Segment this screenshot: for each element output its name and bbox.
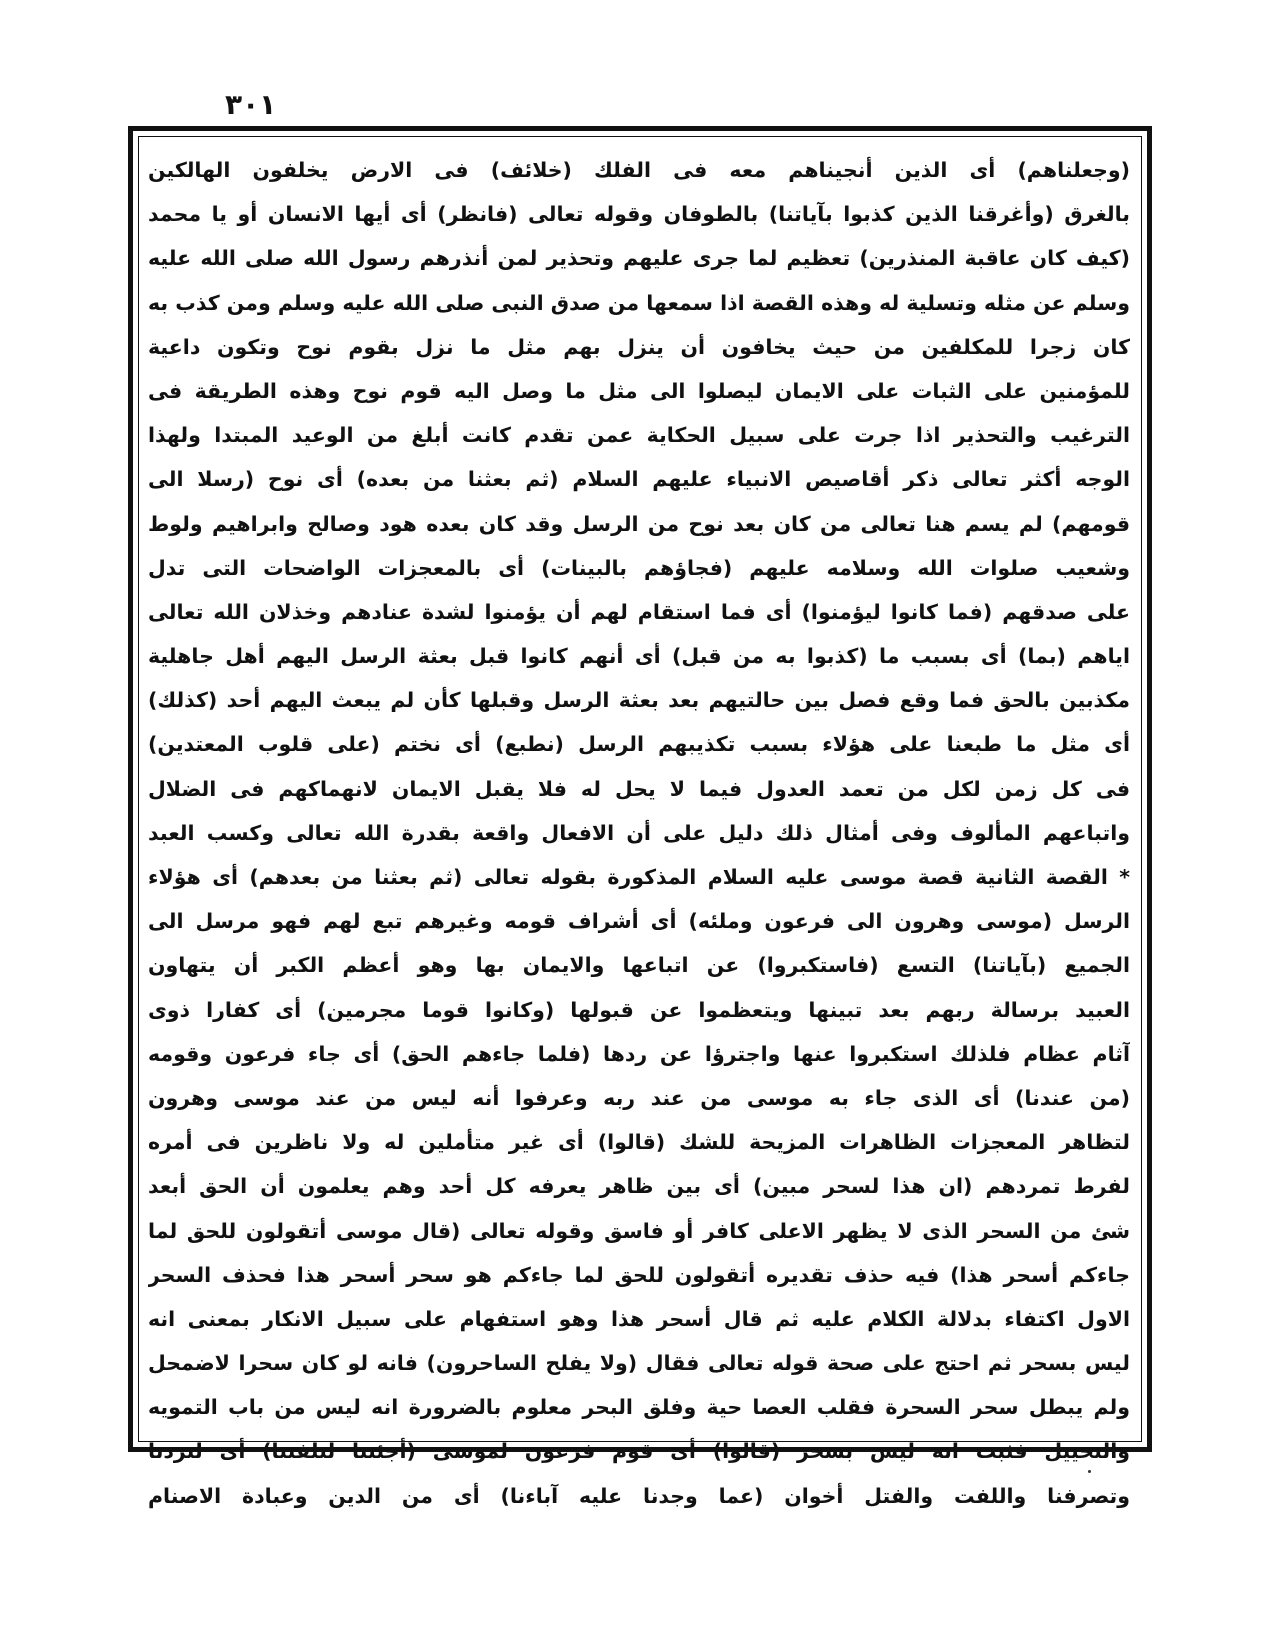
text-line: فى كل زمن لكل من تعمد العدول فيما لا يحل له فلا يقبل الايمان لانهماكهم فى الضلال <box>148 776 1130 801</box>
text-line: الاول اكتفاء بدلالة الكلام عليه ثم قال أسحر هذا وهو استفهام على سبيل الانكار بمعنى انه <box>148 1306 1130 1331</box>
text-line: ليس بسحر ثم احتج على صحة قوله تعالى فقال (ولا يفلح الساحرون) فانه لو كان سحرا لاضمحل <box>148 1351 1130 1376</box>
text-line: (كيف كان عاقبة المنذرين) تعظيم لما جرى عليهم وتحذير لمن أنذرهم رسول الله صلى الله عليه <box>148 246 1130 271</box>
text-line: لفرط تمردهم (ان هذا لسحر مبين) أى بين ظاهر يعرفه كل أحد وهم يعلمون أن الحق أبعد <box>148 1174 1130 1199</box>
text-body <box>148 148 1130 1508</box>
scan-speck <box>1088 1470 1091 1473</box>
text-line: اياهم (بما) أى بسبب ما (كذبوا به من قبل) أى أنهم كانوا قبل بعثة الرسل اليهم أهل جاهلية <box>148 644 1130 669</box>
text-line: جاءكم أسحر هذا) فيه حذف تقديره أتقولون للحق لما جاءكم هو سحر أسحر هذا فحذف السحر <box>148 1262 1130 1287</box>
text-line: الترغيب والتحذير اذا جرت على سبيل الحكاية عمن تقدم كانت أبلغ من الوعيد المبتدا ولهذا <box>148 423 1130 448</box>
text-line: شئ من السحر الذى لا يظهر الاعلى كافر أو فاسق وقوله تعالى (قال موسى أتقولون للحق لما <box>148 1218 1130 1243</box>
text-line: وشعيب صلوات الله وسلامه عليهم (فجاؤهم بالبينات) أى بالمعجزات الواضحات التى تدل <box>148 555 1130 580</box>
text-line: كان زجرا للمكلفين من حيث يخافون أن ينزل بهم مثل ما نزل بقوم نوح وتكون داعية <box>148 334 1130 359</box>
text-line: للمؤمنين على الثبات على الايمان ليصلوا الى مثل ما وصل اليه قوم نوح وهذه الطريقة فى <box>148 378 1130 403</box>
text-line: وسلم عن مثله وتسلية له وهذه القصة اذا سمعها من صدق النبى صلى الله عليه وسلم ومن كذب به <box>148 290 1130 315</box>
text-line: على صدقهم (فما كانوا ليؤمنوا) أى فما استقام لهم أن يؤمنوا لشدة عنادهم وخذلان الله تعالى <box>148 599 1130 624</box>
page-number: ٣٠١ <box>225 88 277 121</box>
text-line: الجميع (بآياتنا) التسع (فاستكبروا) عن اتباعها والايمان بها وهو أعظم الكبر أن يتهاون <box>148 953 1130 978</box>
text-line: والتخييل فثبت انه ليس بسحر (قالوا) أى قوم فرعون لموسى (أجئتنا لتلفتنا) أى لتردنا <box>148 1439 1130 1464</box>
text-line: * القصة الثانية قصة موسى عليه السلام المذكورة بقوله تعالى (ثم بعثنا من بعدهم) أى هؤلاء <box>148 865 1130 889</box>
text-line: (وجعلناهم) أى الذين أنجيناهم معه فى الفلك (خلائف) فى الارض يخلفون الهالكين <box>148 158 1130 182</box>
text-line: قومهم) لم يسم هنا تعالى من كان بعد نوح من الرسل وقد كان بعده هود وصالح وابراهيم ولوط <box>148 511 1130 536</box>
text-line: مكذبين بالحق فما وقع فصل بين حالتيهم بعد بعثة الرسل وقبلها كأن لم يبعث اليهم أحد (كذلك) <box>148 688 1130 713</box>
text-line: العبيد برسالة ربهم بعد تبينها ويتعظموا عن قبولها (وكانوا قوما مجرمين) أى كفارا ذوى <box>148 997 1130 1022</box>
text-line: لتظاهر المعجزات الظاهرات المزيحة للشك (قالوا) أى غير متأملين له ولا ناظرين فى أمره <box>148 1130 1130 1155</box>
text-line: ولم يبطل سحر السحرة فقلب العصا حية وفلق البحر معلوم بالضرورة انه ليس من باب التمويه <box>148 1395 1130 1420</box>
text-line: (من عندنا) أى الذى جاء به موسى من عند ربه وعرفوا أنه ليس من عند موسى وهرون <box>148 1085 1130 1110</box>
text-line: بالغرق (وأغرقنا الذين كذبوا بآياتنا) بالطوفان وقوله تعالى (فانظر) أى أيها الانسان أو يا محمد <box>148 202 1130 227</box>
text-line: أى مثل ما طبعنا على هؤلاء بسبب تكذيبهم الرسل (نطبع) أى نختم (على قلوب المعتدين) <box>148 732 1130 757</box>
text-line: الوجه أكثر تعالى ذكر أقاصيص الانبياء عليهم السلام (ثم بعثنا من بعده) أى نوح (رسلا الى <box>148 467 1130 492</box>
text-line: الرسل (موسى وهرون الى فرعون وملئه) أى أشراف قومه وغيرهم تبع لهم فهو مرسل الى <box>148 909 1130 934</box>
text-line: آثام عظام فلذلك استكبروا عنها واجترؤا عن ردها (فلما جاءهم الحق) أى جاء فرعون وقومه <box>148 1041 1130 1066</box>
text-line: وتصرفنا واللفت والفتل أخوان (عما وجدنا عليه آباءنا) أى من الدين وعبادة الاصنام <box>148 1483 1130 1508</box>
text-line: واتباعهم المألوف وفى أمثال ذلك دليل على أن الافعال واقعة بقدرة الله تعالى وكسب العبد <box>148 820 1130 845</box>
